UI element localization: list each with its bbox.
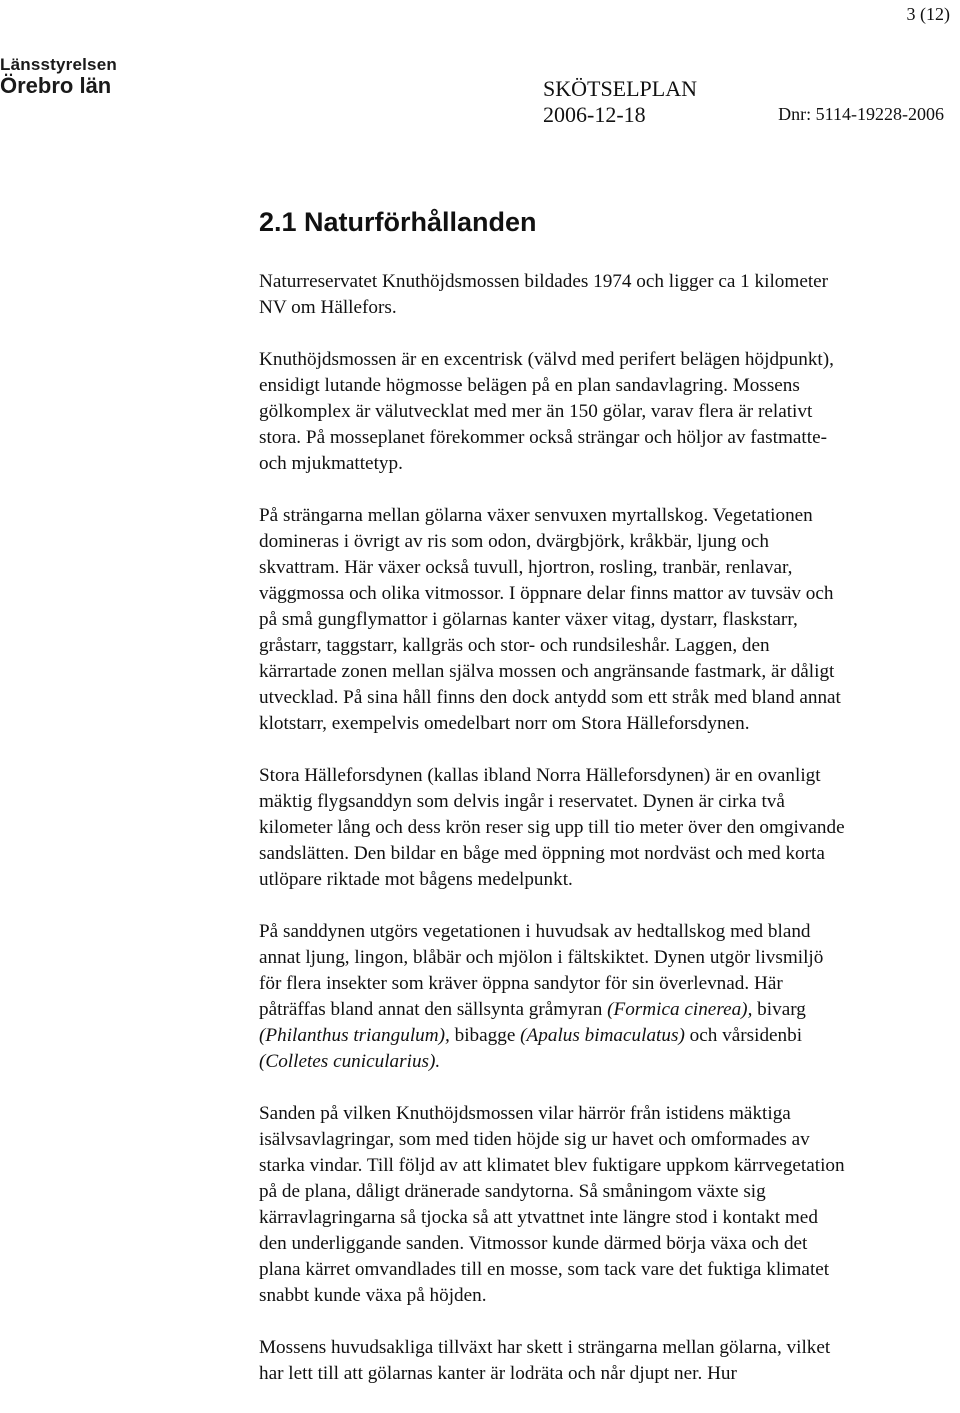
text-line: isälvsavlagringar, som med tiden höjde sig ur havet och omformades av xyxy=(259,1129,810,1150)
text-line xyxy=(259,1049,959,1075)
text-line: ensidigt lutande högmosse belägen på en plan sandavlagring. Mossens xyxy=(259,375,800,396)
text-line: kärrartade zonen mellan själva mossen och angränsande fastmark, är dåligt xyxy=(259,661,835,682)
text-line: och mjukmattetyp. xyxy=(259,453,403,474)
species-name-italic: (Colletes cunicularius). xyxy=(259,1051,441,1072)
text-line: utlöpare riktade mot bågens medelpunkt. xyxy=(259,869,573,890)
paragraph-4 xyxy=(259,763,959,893)
text-line: annat ljung, lingon, blåbär och mjölon i fältskiktet. Dynen utgör livsmiljö xyxy=(259,947,824,968)
text-run: bivarg xyxy=(752,999,806,1020)
page-number: 3 (12) xyxy=(906,4,950,24)
text-line: domineras i övrigt av ris som odon, dvärgbjörk, kråkbär, ljung och xyxy=(259,531,769,552)
paragraph-2 xyxy=(259,347,959,477)
text-line: skvattram. Här växer också tuvull, hjortron, rosling, tranbär, renlavar, xyxy=(259,557,793,578)
logo-line-1: Länsstyrelsen xyxy=(0,55,117,74)
text-line: gölkomplex är välutvecklat med mer än 150 gölar, varav flera är relativt xyxy=(259,401,813,422)
document-type: SKÖTSELPLAN xyxy=(543,76,698,101)
text-line: starka vindar. Till följd av att klimatet blev fuktigare uppkom kärrvegetation xyxy=(259,1155,845,1176)
text-run: påträffas bland annat den sällsynta gråmyran xyxy=(259,999,608,1020)
text-line: Sanden på vilken Knuthöjdsmossen vilar härrör från istidens mäktiga xyxy=(259,1103,791,1124)
species-name-italic: (Formica cinerea), xyxy=(607,999,753,1020)
text-line: stora. På mosseplanet förekommer också strängar och höljor av fastmatte- xyxy=(259,427,827,448)
text-line: plana kärret omvandlades till en mosse, som tack vare det fuktiga klimatet xyxy=(259,1259,830,1280)
text-line xyxy=(259,997,959,1023)
text-line: NV om Hällefors. xyxy=(259,297,397,318)
text-line xyxy=(259,1023,959,1049)
document-dnr: Dnr: 5114-19228-2006 xyxy=(778,104,944,124)
text-line: Stora Hälleforsdynen (kallas ibland Norra Hälleforsdynen) är en ovanligt xyxy=(259,765,821,786)
text-line: väggmossa och olika vitmossor. I öppnare delar finns mattor av tuvsäv och xyxy=(259,583,834,604)
text-line: snabbt kunde växa på höjden. xyxy=(259,1285,487,1306)
text-line: på de plana, dåligt dränerade sandytorna. Så småningom växte sig xyxy=(259,1181,766,1202)
paragraph-3 xyxy=(259,503,959,737)
text-line: kilometer lång och dess krön reser sig upp till tio meter över den omgivande xyxy=(259,817,845,838)
document-date: 2006-12-18 xyxy=(543,102,646,127)
text-line: den underliggande sanden. Vitmossor kunde därmed börja växa och det xyxy=(259,1233,808,1254)
text-line: för flera insekter som kräver öppna sandytor för sin överlevnad. Här xyxy=(259,973,783,994)
paragraph-7 xyxy=(259,1335,959,1387)
text-line: kärravlagringarna så tjocka så att ytvattnet inte längre stod i kontakt med xyxy=(259,1207,818,1228)
text-line: sandslätten. Den bildar en båge med öppning mot nordväst och med korta xyxy=(259,843,825,864)
text-line: På strängarna mellan gölarna växer senvuxen myrtallskog. Vegetationen xyxy=(259,505,813,526)
text-line: gråstarr, taggstarr, kallgräs och stor- och rundsileshår. Laggen, den xyxy=(259,635,770,656)
body-text xyxy=(259,269,959,1413)
text-run: bibagge xyxy=(449,1025,521,1046)
section-heading: 2.1 Naturförhållanden xyxy=(259,207,537,237)
text-line: har lett till att gölarnas kanter är lodräta och når djupt ner. Hur xyxy=(259,1363,737,1384)
lansstyrelsen-logo xyxy=(0,56,117,97)
text-line: utvecklad. På sina håll finns den dock antydd som ett stråk med bland annat xyxy=(259,687,841,708)
text-line: klotstarr, exempelvis omedelbart norr om Stora Hälleforsdynen. xyxy=(259,713,750,734)
text-line: Naturreservatet Knuthöjdsmossen bildades 1974 och ligger ca 1 kilometer xyxy=(259,271,829,292)
text-line: På sanddynen utgörs vegetationen i huvudsak av hedtallskog med bland xyxy=(259,921,811,942)
text-line: på små gungflymattor i gölarnas kanter växer vitag, dystarr, flaskstarr, xyxy=(259,609,798,630)
text-run: och vårsidenbi xyxy=(684,1025,803,1046)
paragraph-5 xyxy=(259,919,959,1075)
species-name-italic: (Philanthus triangulum), xyxy=(259,1025,450,1046)
paragraph-6 xyxy=(259,1101,959,1309)
paragraph-1 xyxy=(259,269,959,321)
text-line: Knuthöjdsmossen är en excentrisk (välvd med perifert belägen höjdpunkt), xyxy=(259,349,834,370)
species-name-italic: (Apalus bimaculatus) xyxy=(520,1025,685,1046)
logo-line-2: Örebro län xyxy=(0,73,112,98)
text-line: mäktig flygsanddyn som delvis ingår i reservatet. Dynen är cirka två xyxy=(259,791,785,812)
text-line: Mossens huvudsakliga tillväxt har skett i strängarna mellan gölarna, vilket xyxy=(259,1337,831,1358)
